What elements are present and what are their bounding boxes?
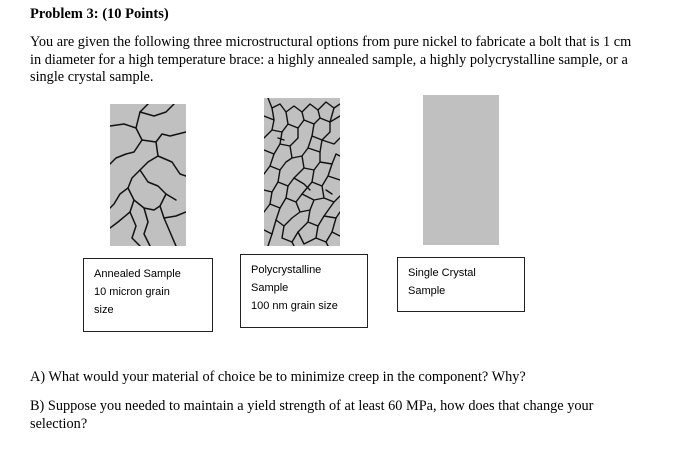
- caption-line: Polycrystalline: [251, 264, 322, 276]
- polycrystalline-sample-caption: [240, 254, 368, 328]
- caption-line: Sample: [251, 282, 289, 294]
- polycrystalline-sample-image: [264, 98, 340, 246]
- problem-intro: [30, 34, 660, 87]
- annealed-sample-image: [110, 104, 186, 246]
- problem-title: Problem 3: (10 Points): [30, 6, 169, 22]
- caption-line: size: [94, 304, 114, 316]
- caption-line: Annealed Sample: [94, 268, 181, 280]
- question-line: A) What would your material of choice be to minimize creep in the component? Why?: [30, 369, 526, 385]
- caption-line: 100 nm grain size: [251, 300, 338, 312]
- question-line: B) Suppose you needed to maintain a yield strength of at least 60 MPa, how does that change your: [30, 398, 594, 414]
- intro-line: single crystal sample.: [30, 69, 154, 85]
- question-b: [30, 398, 660, 433]
- question-line: selection?: [30, 415, 88, 432]
- intro-line: in diameter for a high temperature brace: a highly annealed sample, a highly polycrystalline sample, or a: [30, 51, 628, 68]
- question-a: [30, 369, 660, 387]
- single-crystal-sample-caption: [397, 257, 525, 312]
- caption-line: Sample: [408, 285, 446, 297]
- caption-line: Single Crystal: [408, 267, 476, 279]
- annealed-sample-caption: [83, 258, 213, 332]
- intro-line: You are given the following three microstructural options from pure nickel to fabricate a bolt that is 1 cm: [30, 34, 632, 50]
- caption-line: 10 micron grain: [94, 286, 170, 298]
- single-crystal-sample-image: [423, 95, 499, 245]
